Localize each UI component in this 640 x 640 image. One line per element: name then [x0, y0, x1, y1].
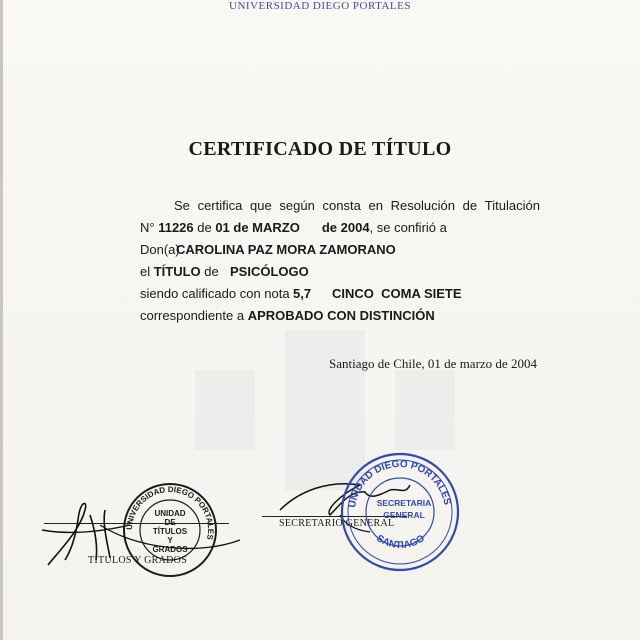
word: certifica	[197, 198, 243, 213]
resolution-line	[140, 217, 540, 239]
right-stamp-line: GENERAL	[383, 510, 425, 520]
left-signature-label: TÍTULOS Y GRADOS	[88, 555, 188, 566]
place-and-date: Santiago de Chile, 01 de marzo de 2004	[329, 356, 537, 371]
resolution-year: de 2004	[321, 220, 370, 235]
degree-line	[140, 261, 540, 283]
word: que	[250, 198, 272, 213]
left-stamp-line: DE	[164, 518, 176, 527]
recipient-line	[140, 239, 540, 261]
left-stamp-line: GRADOS	[152, 545, 188, 554]
distinction-label: correspondiente a	[140, 308, 248, 323]
recipient-label: Don(a)	[140, 242, 180, 257]
right-stamp-ring-bottom: SANTIAGO	[374, 533, 427, 552]
left-stamp-line: Y	[167, 536, 173, 545]
certificate-title: CERTIFICADO DE TÍTULO	[188, 138, 452, 160]
left-stamp-line: TÍTULOS	[152, 527, 188, 536]
word: de	[462, 198, 478, 213]
certificate-body	[140, 195, 540, 327]
svg-text:SANTIAGO	[374, 533, 427, 551]
distinction-line	[140, 305, 540, 327]
resolution-number: 11226	[158, 220, 194, 235]
left-stamp-ring-text: UNIVERSIDAD DIEGO PORTALES	[124, 484, 216, 541]
word: Resolución	[390, 198, 455, 213]
degree-de: de	[200, 264, 219, 279]
recipient-name: CAROLINA PAZ MORA ZAMORANO	[176, 242, 396, 257]
word: según	[279, 198, 315, 213]
resolution-de: de	[193, 220, 216, 235]
resolution-suffix: , se confirió a	[369, 220, 447, 235]
grade-label: siendo calificado con nota	[140, 286, 290, 301]
word: en	[368, 198, 383, 213]
grade-number: 5,7	[293, 286, 312, 301]
left-stamp-line: UNIDAD	[154, 509, 186, 518]
titulos-stamp	[120, 480, 220, 580]
university-name: UNIVERSIDAD DIEGO PORTALES	[229, 0, 411, 12]
degree-name: PSICÓLOGO	[230, 264, 309, 279]
right-signature-label: SECRETARIO GENERAL	[279, 518, 395, 529]
right-stamp-line: SECRETARIA	[376, 498, 432, 508]
secretaria-stamp	[338, 450, 463, 575]
word: Titulación	[484, 198, 540, 213]
word: consta	[322, 198, 361, 213]
signature-area	[0, 450, 640, 640]
resolution-prefix: N°	[140, 220, 159, 235]
resolution-day-month: 01 de MARZO	[215, 220, 300, 235]
degree-el: el	[140, 264, 154, 279]
distinction-value: APROBADO CON DISTINCIÓN	[247, 308, 435, 323]
grade-words: CINCO COMA SIETE	[332, 286, 462, 301]
certification-line	[140, 195, 540, 217]
grade-line	[140, 283, 540, 305]
degree-title-word: TÍTULO	[153, 264, 201, 279]
word: Se	[174, 198, 190, 213]
right-stamp-ring-top: UNIDAD DIEGO PORTALES	[347, 458, 453, 509]
